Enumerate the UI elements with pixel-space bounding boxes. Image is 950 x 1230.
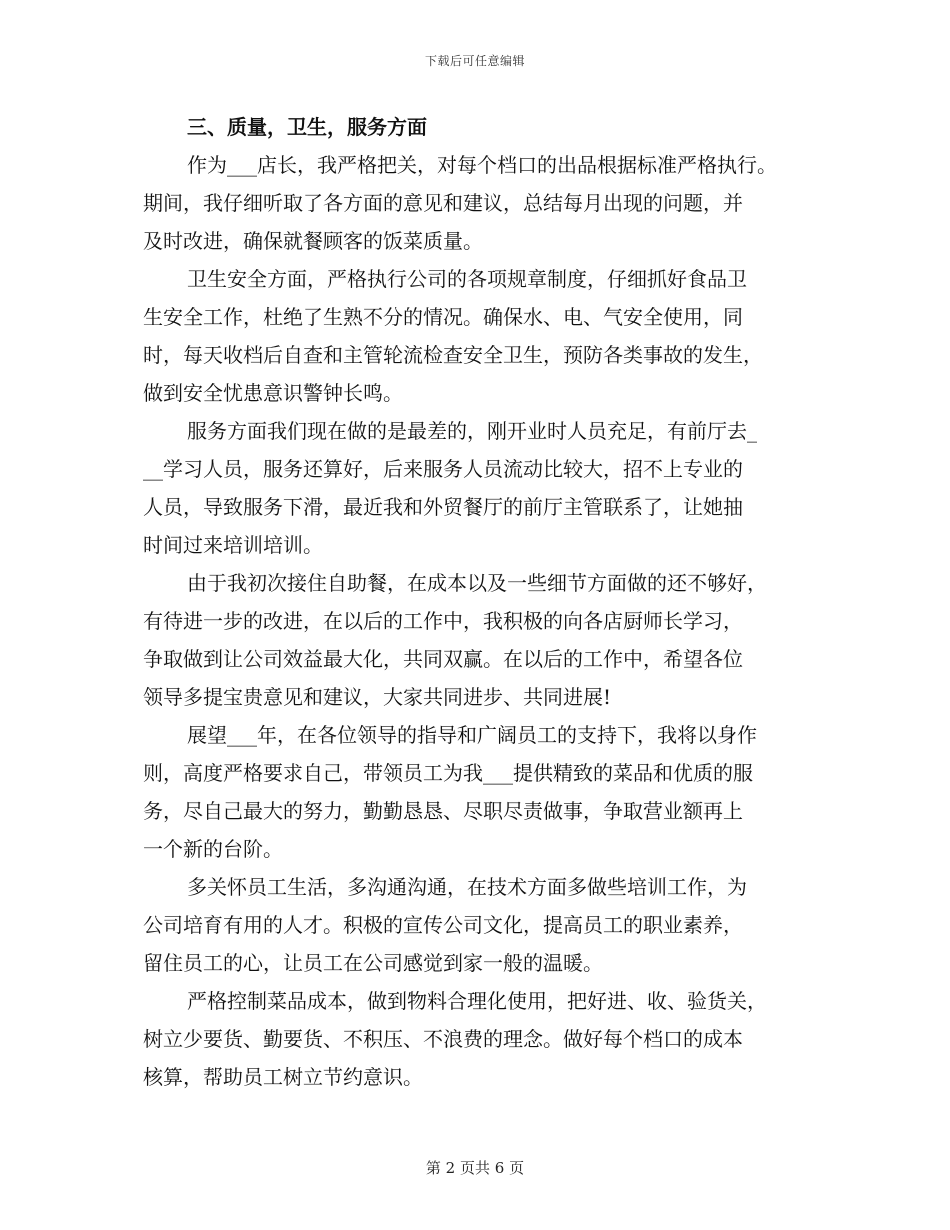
page-footer: 第 2 页共 6 页 xyxy=(425,1159,525,1177)
page-header: 下载后可任意编辑 xyxy=(424,54,525,68)
body-line: 期间，我仔细听取了各方面的意见和建议，总结每月出现的问题，并 xyxy=(143,191,743,215)
body-line: 树立少要货、勤要货、不积压、不浪费的理念。做好每个档口的成本 xyxy=(143,1027,743,1051)
body-line: 生安全工作，杜绝了生熟不分的情况。确保水、电、气安全使用，同 xyxy=(143,305,743,329)
body-line: 领导多提宝贵意见和建议，大家共同进步、共同进展! xyxy=(143,685,612,709)
body-line: 有待进一步的改进，在以后的工作中，我积极的向各店厨师长学习， xyxy=(143,609,743,633)
body-line: 严格控制菜品成本，做到物料合理化使用，把好进、收、验货关， xyxy=(187,989,767,1013)
body-line: 多关怀员工生活，多沟通沟通，在技术方面多做些培训工作，为 xyxy=(187,875,747,899)
section-title: 三、质量，卫生，服务方面 xyxy=(187,115,427,139)
body-line: 则，高度严格要求自己，带领员工为我___提供精致的菜品和优质的服 xyxy=(143,761,753,785)
body-line: 服务方面我们现在做的是最差的，刚开业时人员充足，有前厅去_ xyxy=(187,419,757,443)
body-line: 做到安全忧患意识警钟长鸣。 xyxy=(143,381,403,405)
body-line: 展望___年，在各位领导的指导和广阔员工的支持下，我将以身作 xyxy=(187,723,757,747)
body-line: 争取做到让公司效益最大化，共同双赢。在以后的工作中，希望各位 xyxy=(143,647,743,671)
body-line: 一个新的台阶。 xyxy=(143,837,283,861)
body-line: 由于我初次接住自助餐，在成本以及一些细节方面做的还不够好， xyxy=(187,571,767,595)
document-body xyxy=(143,108,823,1096)
body-line: 核算，帮助员工树立节约意识。 xyxy=(143,1065,423,1089)
body-line: 务，尽自己最大的努力，勤勤恳恳、尽职尽责做事，争取营业额再上 xyxy=(143,799,743,823)
body-line: 留住员工的心，让员工在公司感觉到家一般的温暖。 xyxy=(143,951,603,975)
body-line: 作为___店长，我严格把关，对每个档口的出品根据标准严格执行。 xyxy=(187,153,777,177)
body-line: 卫生安全方面，严格执行公司的各项规章制度，仔细抓好食品卫 xyxy=(187,267,747,291)
body-line: 人员，导致服务下滑，最近我和外贸餐厅的前厅主管联系了，让她抽 xyxy=(143,495,743,519)
body-line: 公司培育有用的人才。积极的宣传公司文化，提高员工的职业素养， xyxy=(143,913,743,937)
body-line: __学习人员，服务还算好，后来服务人员流动比较大，招不上专业的 xyxy=(143,457,743,481)
body-line: 时，每天收档后自查和主管轮流检查安全卫生，预防各类事故的发生， xyxy=(143,343,763,367)
body-line: 及时改进，确保就餐顾客的饭菜质量。 xyxy=(143,229,483,253)
body-line: 时间过来培训培训。 xyxy=(143,533,323,557)
